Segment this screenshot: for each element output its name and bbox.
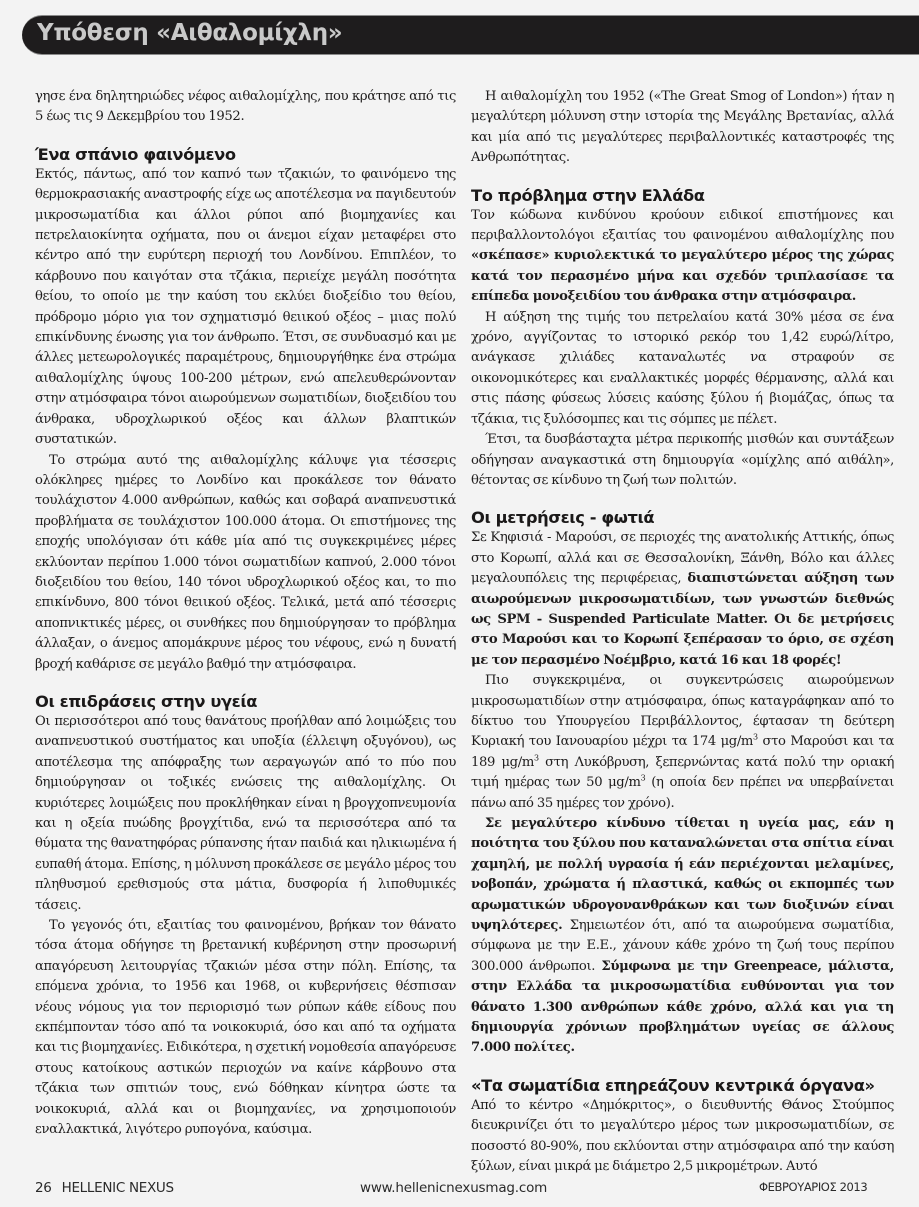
- intro-paragraph: Η αιθαλομίχλη του 1952 («The Great Smog of London») ήταν η μεγαλύτερη μόλυνση στην ιστορία της Μεγάλης Βρετανίας, αλλά και μία από τις μεγαλύτερες περιβαλλοντικές καταστροφές της Ανθρωπότητας.: [471, 89, 894, 166]
- issue-date: ΦΕΒΡΟΥΑΡΙΟΣ 2013: [759, 1180, 868, 1194]
- text-run: Σε Κηφισιά - Μαρούσι, σε περιοχές της ανατολικής Αττικής, όπως στο Κορωπί, αλλά και σε Θεσσαλονίκη, Ξάνθη, Βόλο και άλλες μεγαλουπόλεις της περιφέρειας,: [471, 530, 894, 587]
- magazine-name: HELLENIC NEXUS: [61, 1180, 174, 1196]
- text-run: Τον κώδωνα κινδύνου κρούουν ειδικοί επιστήμονες και περιβαλλοντολόγοι εξαιτίας του φαινομένου αιθαλομίχλης που: [471, 207, 894, 244]
- paragraph: [471, 814, 894, 1059]
- bold-text-run: «σκέπασε» κυριολεκτικά το μεγαλύτερο μέρος της χώρας κατά τον περασμένο μήνα και σχεδόν τριπλασίασε τα επίπεδα μονοξειδίου του άνθρακα στην ατμόσφαιρα.: [471, 248, 894, 305]
- section-title: Υπόθεση «Αιθαλομίχλη»: [37, 20, 343, 46]
- text-run: Σημειωτέον ότι, από τα αιωρούμενα σωματίδια, σύμφωνα με την Ε.Ε., χάνουν κάθε χρόνο τη ζωή τους περίπου 300.000 άνθρωποι.: [471, 918, 894, 974]
- text-run: (η οποία δεν πρέπει να υπερβαίνεται πάνω από 35 ημέρες τον χρόνο).: [471, 775, 894, 811]
- superscript: 3: [640, 773, 646, 783]
- paragraph: Οι περισσότεροι από τους θανάτους προήλθαν από λοιμώξεις του αναπνευστικού συστήματος και υποξία (έλλειψη οξυγόνου), ως αποτέλεσμα της απόφραξης των αεραγωγών από το πύο που δημιούργησαν οι τοξικές ενώσεις της αιθαλομίχλης. Οι κυριότερες λοιμώξεις που προκλήθηκαν είναι η βρογχοπνευμονία και η οξεία πυώδης βρογχίτιδα, ενώ τα περισσότερα από τα θύματα της θανατηφόρας ρύπανσης ήταν παιδιά και ηλικιωμένα ή ευπαθή άτομα. Επίσης, η μόλυνση προκάλεσε σε μεγάλο μέρος του πληθυσμού ερεθισμούς στα μάτια, δυσφορία ή λιποθυμικές τάσεις.: [35, 713, 456, 913]
- bold-text-run: Σε μεγαλύτερο κίνδυνο τίθεται η υγεία μας, εάν η ποιότητα του ξύλου που καταναλώνεται στα σπίτια είναι χαμηλή, με πολλή υγρασία ή εάν περιέχονται μελαμίνες, νοβοπάν, χρώματα ή πλαστικά, καθώς οι εκπομπές των αρωματικών υδρογονανθράκων και των διοξινών είναι υψηλότερες.: [471, 816, 894, 934]
- heading-measurements: Οι μετρήσεις - φωτιά: [471, 508, 655, 528]
- paragraph: [471, 528, 894, 671]
- section-header-bar: [22, 15, 919, 55]
- website-link[interactable]: www.hellenicnexusmag.com: [360, 1180, 548, 1196]
- paragraph: Έτσι, τα δυσβάσταχτα μέτρα περικοπής μισθών και συντάξεων οδήγησαν αναγκαστικά στη δημιουργία «ομίχλης από αιθάλη», θέτοντας σε κίνδυνο τη ζωή των πολιτών.: [471, 432, 894, 488]
- heading-particles-quote: «Τα σωματίδια επηρεάζουν κεντρικά όργανα»: [471, 1075, 875, 1095]
- text-run: στο Μαρούσι και τα 189 μg/m: [471, 734, 895, 770]
- paragraph: [471, 206, 894, 308]
- bold-text-run: διαπιστώνεται αύξηση των αιωρούμενων μικροσωματιδίων, των γνωστών διεθνώς ως SPM - Suspended Particulate Matter. Οι δε μετρήσεις στο Μαρούσι και το Κορωπί ξεπέρασαν το όριο, σε σχέση με τον περασμένο Νοέμβριο, κατά 16 και 18 φορές!: [471, 571, 894, 668]
- text-run: Πιο συγκεκριμένα, οι συγκεντρώσεις αιωρούμενων μικροσωματιδίων στην ατμόσφαιρα, όπως καταγράφηκαν από το δίκτυο του Υπουργείου Περιβάλλοντος, έφτασαν τη δεύτερη Κυριακή του Ιανουαρίου μέχρι τα 174 μg/m: [471, 673, 894, 750]
- paragraph: Εκτός, πάντως, από τον καπνό των τζακιών, το φαινόμενο της θερμοκρασιακής αναστροφής είχε ως αποτέλεσμα να παγιδευτούν μικροσωματίδια και άλλοι ρύποι από βιομηχανίες και πετρελαιοκίνητα οχήματα, που οι άνεμοι είχαν μεταφέρει στο κέντρο από την ευρύτερη περιοχή του Λονδίνου. Επιπλέον, το κάρβουνο που καιγόταν στα τζάκια, περιείχε μεγάλη ποσότητα θείου, το οποίο με την καύση του εκλύει διοξείδιο του θείου, πρόδρομο μόριο για τον σχηματισμό θειικού οξέος – μιας πολύ επικίνδυνης ένωσης για τον άνθρωπο. Έτσι, σε συνδυασμό και με άλλες μετεωρολογικές παραμέτρους, δημιουργήθηκε ένα στρώμα αιθαλομίχλης ύψους 100-200 μέτρων, ενώ απελευθερώνονταν στην ατμόσφαιρα τόνοι αιωρούμενων σωματιδίων, διοξειδίου του άνθρακα, υδροχλωρικού οξέος και άλλων βλαπτικών συστατικών.: [35, 166, 456, 448]
- heading-rare-phenomenon: Ένα σπάνιο φαινόμενο: [35, 144, 236, 164]
- paragraph: Το γεγονός ότι, εξαιτίας του φαινομένου, βρήκαν τον θάνατο τόσα άτομα οδήγησε τη βρετανική κυβέρνηση στην προσωρινή απαγόρευση λειτουργίας τζακιών μέσα στην πόλη. Επίσης, τα επόμενα χρόνια, το 1956 και 1968, οι κυβερνήσεις θέσπισαν νέους νόμους για τον περιορισμό των ρύπων κάθε είδους που εκπέμπονταν τόσο από τα νοικοκυριά, όσο και από τα οχήματα και τις βιομηχανίες. Ειδικότερα, η σχετική νομοθεσία απαγόρευσε στους κατοίκους αστικών περιοχών να καίνε κάρβουνο στα τζάκια των σπιτιών τους, ενώ δόθηκαν κίνητρα ώστε τα νοικοκυριά, αλλά και οι βιομηχανίες, να χρησιμοποιούν εναλλακτικά, λιγότερο ρυπογόνα, καύσιμα.: [35, 918, 456, 1138]
- footer-left: [35, 1180, 174, 1196]
- text-run: στη Λυκόβρυση, ξεπερνώντας κατά πολύ την οριακή τιμή ημέρας των 50 μg/m: [471, 754, 894, 791]
- superscript: 3: [533, 753, 539, 763]
- paragraph: Από το κέντρο «Δημόκριτος», ο διευθυντής Θάνος Στούμπος διευκρινίζει ότι το μεγαλύτερο μέρος των μικροσωματιδίων, σε ποσοστό 80-90%, που εκλύονται στην ατμόσφαιρα από την καύση ξύλων, είναι μικρά με διάμετρο 2,5 μικρομέτρων. Αυτό: [471, 1097, 894, 1175]
- right-column: [471, 87, 894, 1178]
- heading-health-effects: Οι επιδράσεις στην υγεία: [35, 691, 258, 711]
- paragraph: [471, 671, 894, 814]
- left-column: [35, 87, 456, 1141]
- intro-paragraph: γησε ένα δηλητηριώδες νέφος αιθαλομίχλης, που κράτησε από τις 5 έως τις 9 Δεκεμβρίου του 1952.: [35, 89, 456, 125]
- superscript: 3: [753, 733, 758, 742]
- page-number: 26: [35, 1180, 52, 1196]
- heading-problem-in-greece: Το πρόβλημα στην Ελλάδα: [471, 185, 705, 205]
- paragraph: Η αύξηση της τιμής του πετρελαίου κατά 30% μέσα σε ένα χρόνο, αγγίζοντας το ιστορικό ρεκόρ του 1,42 ευρώ/λίτρο, ανάγκασε χιλιάδες καταναλωτές να στραφούν σε οικονομικότερες και εναλλακτικές μορφές θέρμανσης, αλλά και στις πάσης φύσεως λύσεις καύσης ξύλου ή βιομάζας, όπως τα τζάκια, τις ξυλόσομπες και τις σόμπες με πέλετ.: [471, 309, 894, 427]
- bold-text-run: Σύμφωνα με την Greenpeace, μάλιστα, στην Ελλάδα τα μικροσωματίδια ευθύνονται για τον θάνατο 1.300 ανθρώπων κάθε χρόνο, αλλά και για τη δημιουργία χρόνιων προβλημάτων υγείας σε άλλους 7.000 πολίτες.: [471, 958, 894, 1056]
- paragraph: Το στρώμα αυτό της αιθαλομίχλης κάλυψε για τέσσερις ολόκληρες ημέρες το Λονδίνο και προκάλεσε τον θάνατο τουλάχιστον 4.000 ανθρώπων, καθώς και σοβαρά αναπνευστικά προβλήματα σε τουλάχιστον 100.000 άτομα. Οι επιστήμονες της εποχής υπολόγισαν ότι κάθε μία από τις συγκεκριμένες μέρες εκλύονταν περίπου 1.000 τόνοι σωματιδίων καπνού, 2.000 τόνοι διοξειδίου του θείου, 140 τόνοι υδροχλωρικού οξέος και, το πιο επικίνδυνο, 800 τόνοι θειικού οξέος. Τελικά, μετά από τέσσερις αποπνικτικές μέρες, οι συνθήκες που δημιούργησαν το πρόβλημα άλλαξαν, ο άνεμος απομάκρυνε μέρος του νέφους, ενώ η δυνατή βροχή καθάρισε σε μεγάλο βαθμό την ατμόσφαιρα.: [35, 452, 456, 672]
